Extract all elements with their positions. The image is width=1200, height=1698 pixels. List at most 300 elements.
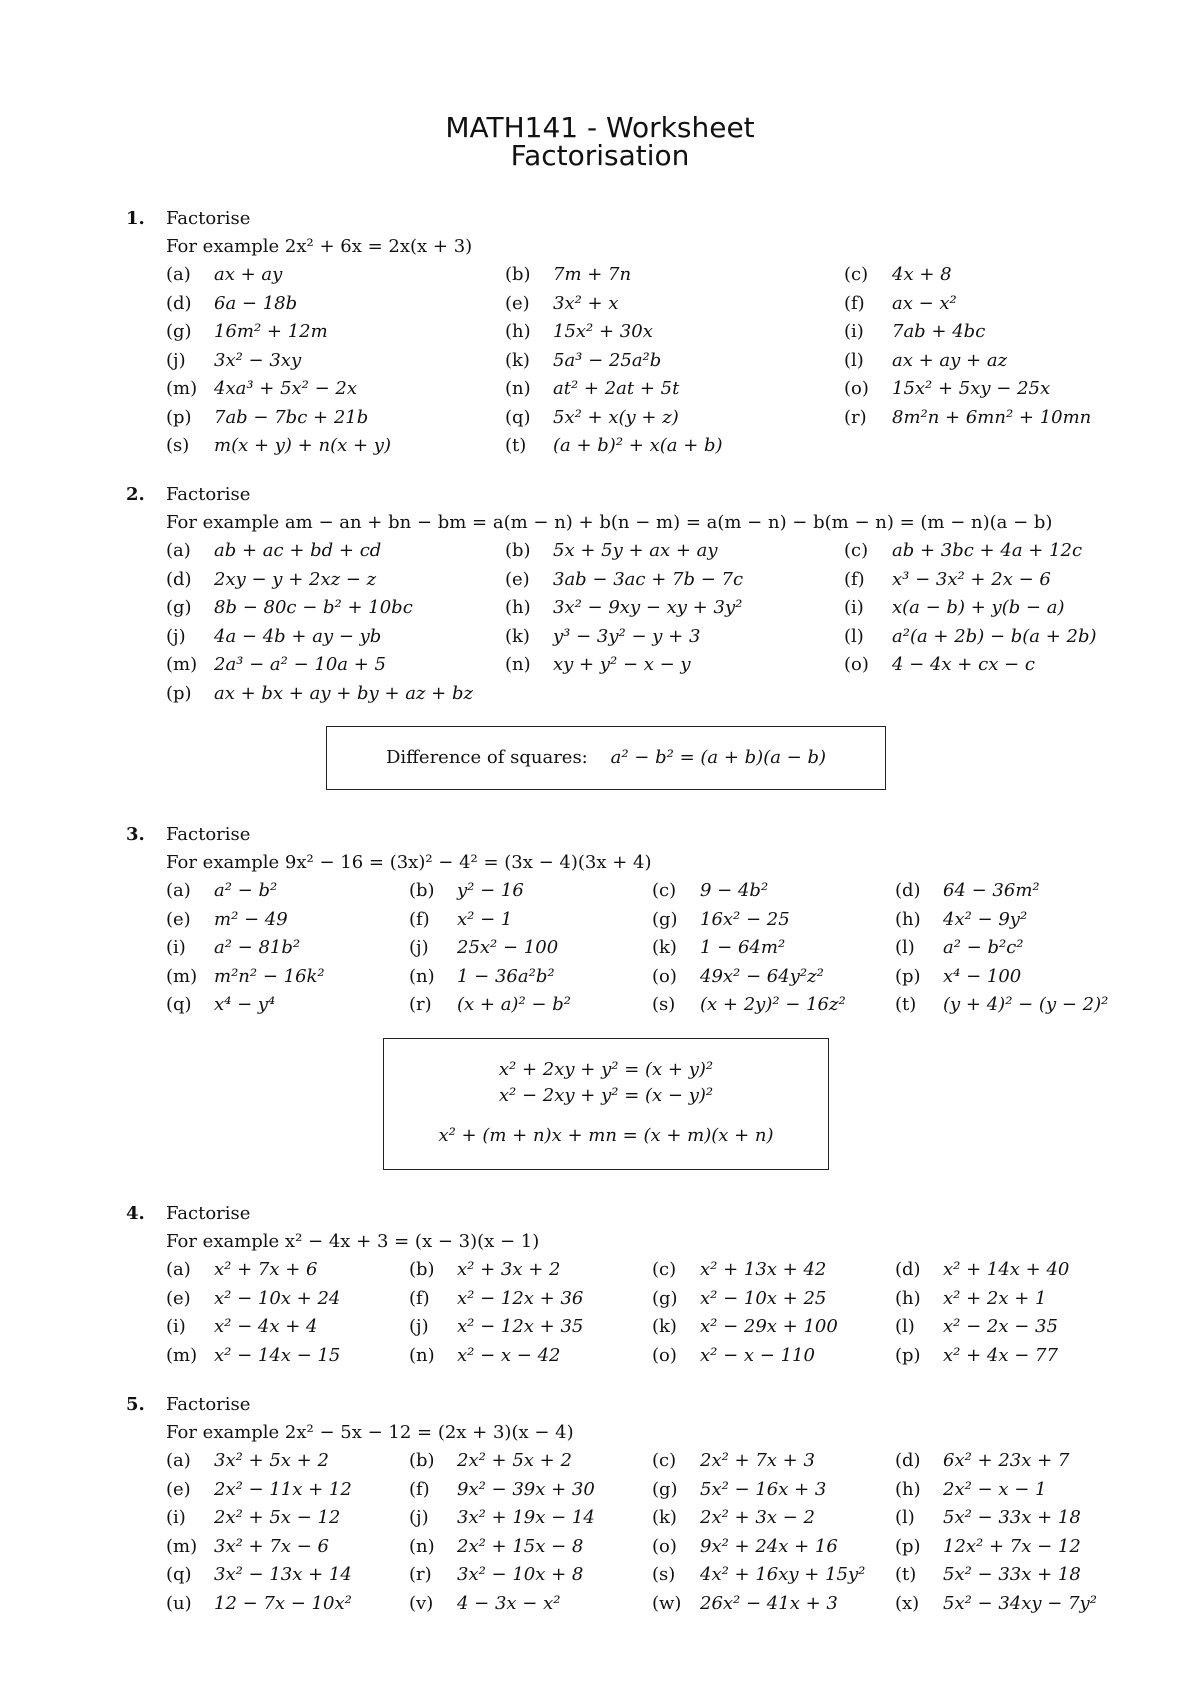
exercise-label: (e) bbox=[166, 1478, 191, 1500]
exercise-expression: 49x² − 64y²z² bbox=[700, 965, 824, 987]
exercise-label: (r) bbox=[844, 406, 867, 428]
exercise-item bbox=[166, 569, 376, 590]
exercise-label: (l) bbox=[895, 1316, 915, 1337]
exercise-item bbox=[505, 569, 743, 590]
exercise-label: (h) bbox=[505, 597, 531, 618]
exercise-expression: 5x² − 33x + 18 bbox=[943, 1507, 1081, 1528]
exercise-expression: y² − 16 bbox=[457, 880, 524, 901]
exercise-expression: x² + 4x − 77 bbox=[943, 1344, 1058, 1366]
exercise-expression: x² − 12x + 35 bbox=[457, 1316, 584, 1337]
exercise-expression: x² − 14x − 15 bbox=[214, 1344, 341, 1366]
exercise-item bbox=[844, 407, 1091, 428]
exercise-expression: 5x + 5y + ax + ay bbox=[553, 540, 718, 561]
exercise-expression: ab + ac + bd + cd bbox=[214, 540, 382, 561]
exercise-item bbox=[895, 1345, 1058, 1366]
exercise-label: (c) bbox=[652, 1450, 677, 1471]
exercise-expression: 2a³ − a² − 10a + 5 bbox=[214, 654, 387, 675]
exercise-expression: 3x² − 3xy bbox=[214, 349, 302, 371]
identity-line-2: x² − 2xy + y² = (x − y)² bbox=[498, 1085, 714, 1106]
exercise-item bbox=[652, 1450, 815, 1471]
exercise-item bbox=[895, 1564, 1081, 1585]
exercise-item bbox=[166, 1316, 317, 1337]
exercise-expression: ax − x² bbox=[892, 292, 957, 314]
exercise-expression: 2x² − x − 1 bbox=[943, 1478, 1047, 1500]
exercise-expression: 4a − 4b + ay − yb bbox=[214, 625, 382, 647]
exercise-label: (m) bbox=[166, 378, 198, 399]
exercise-expression: 3ab − 3ac + 7b − 7c bbox=[553, 568, 744, 590]
exercise-item bbox=[166, 626, 381, 647]
exercise-expression: 1 − 64m² bbox=[700, 937, 786, 958]
section-1-label: Factorise bbox=[166, 208, 251, 229]
exercise-expression: x² − x − 110 bbox=[700, 1344, 815, 1366]
exercise-item bbox=[166, 540, 381, 561]
exercise-expression: 4 − 3x − x² bbox=[457, 1592, 561, 1614]
exercise-item bbox=[895, 1507, 1081, 1528]
exercise-item bbox=[166, 1345, 340, 1366]
exercise-label: (e) bbox=[166, 1287, 191, 1309]
exercise-expression: x² − 10x + 24 bbox=[214, 1287, 341, 1309]
exercise-label: (u) bbox=[166, 1592, 192, 1614]
exercise-label: (f) bbox=[409, 1478, 430, 1500]
exercise-label: (q) bbox=[166, 994, 192, 1015]
exercise-item bbox=[166, 1288, 340, 1309]
exercise-item bbox=[895, 1450, 1069, 1471]
exercise-label: (i) bbox=[166, 1507, 186, 1528]
exercise-expression: 8b − 80c − b² + 10bc bbox=[214, 597, 413, 618]
exercise-item bbox=[844, 293, 957, 314]
exercise-label: (n) bbox=[409, 1344, 435, 1366]
exercise-item bbox=[652, 1316, 838, 1337]
section-2-number: 2. bbox=[126, 484, 145, 505]
difference-of-squares-box bbox=[326, 726, 886, 790]
exercise-item bbox=[409, 994, 571, 1015]
exercise-item bbox=[844, 264, 952, 285]
exercise-expression: x³ − 3x² + 2x − 6 bbox=[892, 568, 1051, 590]
exercise-item bbox=[409, 1536, 583, 1557]
exercise-item bbox=[409, 1479, 595, 1500]
exercise-item bbox=[505, 626, 700, 647]
exercise-label: (n) bbox=[505, 654, 531, 675]
exercise-item bbox=[166, 1479, 352, 1500]
exercise-item bbox=[166, 880, 277, 901]
exercise-label: (o) bbox=[844, 378, 869, 399]
exercise-label: (t) bbox=[895, 1564, 917, 1585]
exercise-item bbox=[652, 937, 785, 958]
exercise-item bbox=[409, 1593, 560, 1614]
exercise-label: (j) bbox=[409, 937, 429, 958]
exercise-expression: x⁴ − 100 bbox=[943, 965, 1022, 987]
exercise-item bbox=[505, 435, 723, 456]
exercise-label: (d) bbox=[166, 292, 192, 314]
exercise-item bbox=[166, 937, 300, 958]
exercise-label: (m) bbox=[166, 1535, 198, 1557]
exercise-label: (e) bbox=[505, 568, 530, 590]
exercise-expression: (a + b)² + x(a + b) bbox=[553, 435, 723, 456]
exercise-label: (j) bbox=[166, 349, 186, 371]
exercise-item bbox=[505, 654, 691, 675]
exercise-item bbox=[652, 1479, 826, 1500]
exercise-label: (p) bbox=[166, 682, 192, 704]
exercise-item bbox=[166, 1593, 352, 1614]
exercise-expression: 64 − 36m² bbox=[943, 880, 1040, 901]
exercise-item bbox=[895, 994, 1108, 1015]
exercise-item bbox=[652, 966, 824, 987]
section-5-label: Factorise bbox=[166, 1394, 251, 1415]
exercise-label: (i) bbox=[844, 321, 864, 342]
exercise-label: (s) bbox=[652, 1564, 676, 1585]
exercise-label: (p) bbox=[166, 406, 192, 428]
exercise-item bbox=[166, 1536, 329, 1557]
exercise-label: (a) bbox=[166, 264, 191, 285]
exercise-label: (f) bbox=[844, 292, 865, 314]
exercise-label: (v) bbox=[409, 1592, 434, 1614]
section-4-number: 4. bbox=[126, 1203, 145, 1224]
box-formula: a² − b² = (a + b)(a − b) bbox=[610, 747, 827, 768]
exercise-item bbox=[505, 597, 742, 618]
exercise-label: (o) bbox=[652, 1344, 677, 1366]
exercise-item bbox=[166, 1564, 352, 1585]
exercise-label: (l) bbox=[844, 349, 864, 371]
exercise-label: (b) bbox=[505, 264, 531, 285]
exercise-expression: x² + 2x + 1 bbox=[943, 1287, 1047, 1309]
exercise-item bbox=[652, 1259, 826, 1280]
exercise-item bbox=[166, 435, 391, 456]
exercise-expression: 15x² + 30x bbox=[553, 321, 653, 342]
section-2-label: Factorise bbox=[166, 484, 251, 505]
exercise-expression: m(x + y) + n(x + y) bbox=[214, 435, 391, 456]
exercise-item bbox=[166, 1259, 317, 1280]
exercise-label: (g) bbox=[652, 1287, 678, 1309]
exercise-label: (i) bbox=[166, 1316, 186, 1337]
exercise-item bbox=[652, 1345, 815, 1366]
exercise-expression: 3x² + 7x − 6 bbox=[214, 1535, 329, 1557]
exercise-expression: 5x² + x(y + z) bbox=[553, 406, 679, 428]
exercise-item bbox=[652, 909, 790, 930]
exercise-item bbox=[409, 966, 555, 987]
exercise-label: (d) bbox=[895, 1450, 921, 1471]
exercise-label: (d) bbox=[166, 568, 192, 590]
exercise-label: (j) bbox=[409, 1316, 429, 1337]
exercise-label: (k) bbox=[652, 937, 677, 958]
exercise-expression: 4x + 8 bbox=[892, 264, 952, 285]
exercise-item bbox=[895, 937, 1024, 958]
section-4-example: For example x² − 4x + 3 = (x − 3)(x − 1) bbox=[166, 1231, 540, 1252]
exercise-expression: 12x² + 7x − 12 bbox=[943, 1535, 1081, 1557]
exercise-label: (p) bbox=[895, 1535, 921, 1557]
exercise-item bbox=[505, 293, 619, 314]
exercise-item bbox=[166, 966, 325, 987]
exercise-item bbox=[409, 880, 524, 901]
exercise-expression: x⁴ − y⁴ bbox=[214, 994, 276, 1015]
exercise-item bbox=[652, 1507, 815, 1528]
exercise-expression: 4 − 4x + cx − c bbox=[892, 654, 1035, 675]
exercise-label: (x) bbox=[895, 1592, 920, 1614]
exercise-expression: 15x² + 5xy − 25x bbox=[892, 378, 1051, 399]
exercise-label: (d) bbox=[895, 1259, 921, 1280]
exercise-item bbox=[166, 264, 282, 285]
exercise-label: (d) bbox=[895, 880, 921, 901]
exercise-expression: 3x² − 9xy − xy + 3y² bbox=[553, 597, 743, 618]
exercise-item bbox=[844, 540, 1082, 561]
exercise-expression: 2x² + 7x + 3 bbox=[700, 1450, 815, 1471]
exercise-item bbox=[844, 321, 985, 342]
exercise-item bbox=[652, 994, 846, 1015]
page-subtitle: Factorisation bbox=[510, 139, 690, 172]
exercise-item bbox=[895, 909, 1027, 930]
exercise-label: (b) bbox=[409, 1259, 435, 1280]
exercise-label: (s) bbox=[652, 994, 676, 1015]
exercise-item bbox=[166, 597, 413, 618]
exercise-label: (f) bbox=[844, 568, 865, 590]
exercise-expression: 2x² + 5x + 2 bbox=[457, 1450, 572, 1471]
exercise-item bbox=[166, 1507, 340, 1528]
exercise-expression: x² + 3x + 2 bbox=[457, 1259, 561, 1280]
exercise-item bbox=[844, 378, 1050, 399]
exercise-expression: (x + a)² − b² bbox=[457, 994, 571, 1015]
exercise-label: (a) bbox=[166, 880, 191, 901]
exercise-item bbox=[409, 1450, 572, 1471]
exercise-expression: ax + ay bbox=[214, 264, 283, 285]
exercise-expression: 3x² − 13x + 14 bbox=[214, 1564, 352, 1585]
exercise-item bbox=[895, 1288, 1046, 1309]
section-3-label: Factorise bbox=[166, 824, 251, 845]
exercise-label: (p) bbox=[895, 1344, 921, 1366]
exercise-item bbox=[166, 1450, 329, 1471]
exercise-label: (k) bbox=[652, 1316, 677, 1337]
exercise-expression: 9x² + 24x + 16 bbox=[700, 1535, 838, 1557]
exercise-expression: x² + 7x + 6 bbox=[214, 1259, 318, 1280]
exercise-label: (q) bbox=[166, 1564, 192, 1585]
section-3-example: For example 9x² − 16 = (3x)² − 4² = (3x − 4)(3x + 4) bbox=[166, 852, 652, 873]
exercise-expression: x² − 29x + 100 bbox=[700, 1316, 838, 1337]
exercise-expression: 1 − 36a²b² bbox=[457, 965, 555, 987]
exercise-expression: 3x² + x bbox=[553, 292, 619, 314]
exercise-expression: x² + 13x + 42 bbox=[700, 1259, 827, 1280]
exercise-label: (q) bbox=[505, 406, 531, 428]
exercise-expression: 12 − 7x − 10x² bbox=[214, 1592, 352, 1614]
exercise-label: (o) bbox=[652, 1535, 677, 1557]
section-3-number: 3. bbox=[126, 824, 145, 845]
identity-line-3: x² + (m + n)x + mn = (x + m)(x + n) bbox=[438, 1125, 774, 1146]
exercise-label: (a) bbox=[166, 1450, 191, 1471]
exercise-item bbox=[166, 378, 357, 399]
exercise-expression: 2xy − y + 2xz − z bbox=[214, 568, 377, 590]
exercise-item bbox=[844, 350, 1007, 371]
exercise-expression: 3x² − 10x + 8 bbox=[457, 1564, 584, 1585]
exercise-item bbox=[166, 909, 288, 930]
exercise-item bbox=[844, 626, 1097, 647]
exercise-item bbox=[895, 1316, 1058, 1337]
exercise-item bbox=[505, 264, 631, 285]
exercise-expression: m²n² − 16k² bbox=[214, 965, 325, 987]
exercise-item bbox=[844, 654, 1035, 675]
exercise-expression: 2x² + 3x − 2 bbox=[700, 1507, 815, 1528]
exercise-item bbox=[652, 1564, 865, 1585]
exercise-item bbox=[166, 321, 328, 342]
exercise-item bbox=[844, 569, 1051, 590]
exercise-label: (b) bbox=[409, 880, 435, 901]
exercise-label: (f) bbox=[409, 908, 430, 930]
exercise-label: (n) bbox=[409, 1535, 435, 1557]
exercise-label: (i) bbox=[844, 597, 864, 618]
exercise-label: (w) bbox=[652, 1592, 682, 1614]
exercise-expression: x² − 10x + 25 bbox=[700, 1287, 827, 1309]
exercise-expression: 3x² + 5x + 2 bbox=[214, 1450, 329, 1471]
exercise-item bbox=[409, 1288, 583, 1309]
exercise-label: (g) bbox=[652, 1478, 678, 1500]
exercise-label: (h) bbox=[895, 908, 921, 930]
exercise-expression: x² − x − 42 bbox=[457, 1344, 561, 1366]
exercise-expression: at² + 2at + 5t bbox=[553, 378, 680, 399]
exercise-expression: 2x² − 11x + 12 bbox=[214, 1478, 352, 1500]
exercise-label: (j) bbox=[166, 625, 186, 647]
exercise-item bbox=[166, 407, 368, 428]
exercise-label: (n) bbox=[409, 965, 435, 987]
exercise-expression: a² − 81b² bbox=[214, 937, 301, 958]
exercise-item bbox=[505, 321, 653, 342]
exercise-label: (c) bbox=[652, 880, 677, 901]
exercise-expression: 4x² − 9y² bbox=[943, 908, 1028, 930]
exercise-label: (j) bbox=[409, 1507, 429, 1528]
exercise-expression: 16m² + 12m bbox=[214, 321, 328, 342]
exercise-expression: ax + bx + ay + by + az + bz bbox=[214, 682, 473, 704]
exercise-expression: 9 − 4b² bbox=[700, 880, 769, 901]
exercise-item bbox=[166, 293, 297, 314]
exercise-label: (f) bbox=[409, 1287, 430, 1309]
identity-line-1: x² + 2xy + y² = (x + y)² bbox=[498, 1059, 714, 1080]
section-4-label: Factorise bbox=[166, 1203, 251, 1224]
section-1-example: For example 2x² + 6x = 2x(x + 3) bbox=[166, 236, 473, 257]
exercise-expression: x² − 12x + 36 bbox=[457, 1287, 584, 1309]
exercise-label: (o) bbox=[844, 654, 869, 675]
exercise-item bbox=[895, 1593, 1097, 1614]
exercise-expression: x² − 2x − 35 bbox=[943, 1316, 1058, 1337]
perfect-square-trinomial-box bbox=[383, 1038, 829, 1170]
exercise-expression: y³ − 3y² − y + 3 bbox=[553, 625, 701, 647]
exercise-expression: ax + ay + az bbox=[892, 349, 1008, 371]
exercise-label: (g) bbox=[166, 321, 192, 342]
exercise-expression: 25x² − 100 bbox=[457, 937, 559, 958]
exercise-item bbox=[409, 1316, 583, 1337]
exercise-expression: 9x² − 39x + 30 bbox=[457, 1478, 595, 1500]
exercise-expression: 16x² − 25 bbox=[700, 908, 790, 930]
exercise-label: (i) bbox=[166, 937, 186, 958]
exercise-expression: 7ab + 4bc bbox=[892, 321, 986, 342]
exercise-expression: 3x² + 19x − 14 bbox=[457, 1507, 595, 1528]
exercise-item bbox=[166, 994, 275, 1015]
exercise-label: (r) bbox=[409, 994, 432, 1015]
exercise-item bbox=[895, 1479, 1046, 1500]
exercise-label: (h) bbox=[895, 1287, 921, 1309]
exercise-label: (c) bbox=[652, 1259, 677, 1280]
box-label: Difference of squares: bbox=[385, 747, 588, 768]
exercise-item bbox=[409, 1345, 560, 1366]
exercise-expression: 5x² − 16x + 3 bbox=[700, 1478, 827, 1500]
exercise-expression: (x + 2y)² − 16z² bbox=[700, 994, 846, 1015]
exercise-label: (l) bbox=[844, 625, 864, 647]
exercise-label: (c) bbox=[844, 540, 869, 561]
exercise-item bbox=[652, 1593, 838, 1614]
exercise-expression: 5x² − 33x + 18 bbox=[943, 1564, 1081, 1585]
exercise-expression: x(a − b) + y(b − a) bbox=[892, 597, 1065, 618]
exercise-label: (t) bbox=[895, 994, 917, 1015]
exercise-expression: 6x² + 23x + 7 bbox=[943, 1450, 1070, 1471]
exercise-label: (g) bbox=[166, 597, 192, 618]
exercise-item bbox=[166, 350, 301, 371]
exercise-expression: a² − b²c² bbox=[943, 937, 1024, 958]
exercise-label: (p) bbox=[895, 965, 921, 987]
exercise-label: (l) bbox=[895, 1507, 915, 1528]
exercise-label: (b) bbox=[409, 1450, 435, 1471]
exercise-item bbox=[409, 909, 512, 930]
exercise-label: (r) bbox=[409, 1564, 432, 1585]
exercise-label: (t) bbox=[505, 435, 527, 456]
exercise-expression: xy + y² − x − y bbox=[553, 654, 691, 675]
exercise-expression: x² − 1 bbox=[457, 908, 513, 930]
exercise-expression: 2x² + 5x − 12 bbox=[214, 1507, 341, 1528]
page-title: MATH141 - Worksheet bbox=[445, 111, 755, 144]
exercise-item bbox=[895, 966, 1021, 987]
exercise-item bbox=[652, 880, 768, 901]
exercise-expression: 7m + 7n bbox=[553, 264, 632, 285]
exercise-item bbox=[895, 1259, 1069, 1280]
exercise-expression: x² + 14x + 40 bbox=[943, 1259, 1070, 1280]
exercise-expression: 26x² − 41x + 3 bbox=[700, 1592, 838, 1614]
exercise-expression: 6a − 18b bbox=[214, 292, 298, 314]
exercise-label: (a) bbox=[166, 1259, 191, 1280]
section-5-number: 5. bbox=[126, 1394, 145, 1415]
exercise-label: (k) bbox=[652, 1507, 677, 1528]
exercise-expression: 8m²n + 6mn² + 10mn bbox=[892, 406, 1092, 428]
exercise-item bbox=[409, 1507, 595, 1528]
exercise-item bbox=[166, 683, 473, 704]
exercise-item bbox=[409, 1564, 583, 1585]
exercise-label: (l) bbox=[895, 937, 915, 958]
exercise-label: (m) bbox=[166, 965, 198, 987]
exercise-label: (m) bbox=[166, 654, 198, 675]
exercise-item bbox=[895, 880, 1040, 901]
exercise-item bbox=[895, 1536, 1081, 1557]
exercise-expression: ab + 3bc + 4a + 12c bbox=[892, 540, 1083, 561]
exercise-label: (c) bbox=[844, 264, 869, 285]
exercise-label: (k) bbox=[505, 625, 530, 647]
section-2-example: For example am − an + bn − bm = a(m − n) + b(n − m) = a(m − n) − b(m − n) = (m − n)(a − b) bbox=[166, 512, 1053, 533]
exercise-expression: a²(a + 2b) − b(a + 2b) bbox=[892, 625, 1097, 647]
exercise-label: (s) bbox=[166, 435, 190, 456]
exercise-label: (m) bbox=[166, 1344, 198, 1366]
exercise-expression: x² − 4x + 4 bbox=[214, 1316, 318, 1337]
exercise-expression: 4xa³ + 5x² − 2x bbox=[214, 378, 358, 399]
exercise-label: (h) bbox=[505, 321, 531, 342]
exercise-expression: 4x² + 16xy + 15y² bbox=[700, 1564, 866, 1585]
exercise-item bbox=[409, 1259, 560, 1280]
exercise-expression: 5a³ − 25a²b bbox=[553, 349, 662, 371]
exercise-item bbox=[505, 407, 679, 428]
exercise-expression: 7ab − 7bc + 21b bbox=[214, 406, 369, 428]
exercise-expression: a² − b² bbox=[214, 880, 278, 901]
section-1-number: 1. bbox=[126, 208, 145, 229]
exercise-item bbox=[844, 597, 1065, 618]
exercise-item bbox=[166, 654, 386, 675]
exercise-item bbox=[505, 378, 679, 399]
exercise-item bbox=[409, 937, 558, 958]
exercise-label: (o) bbox=[652, 965, 677, 987]
exercise-label: (b) bbox=[505, 540, 531, 561]
exercise-expression: 2x² + 15x − 8 bbox=[457, 1535, 584, 1557]
exercise-label: (h) bbox=[895, 1478, 921, 1500]
exercise-label: (k) bbox=[505, 349, 530, 371]
exercise-item bbox=[505, 350, 661, 371]
